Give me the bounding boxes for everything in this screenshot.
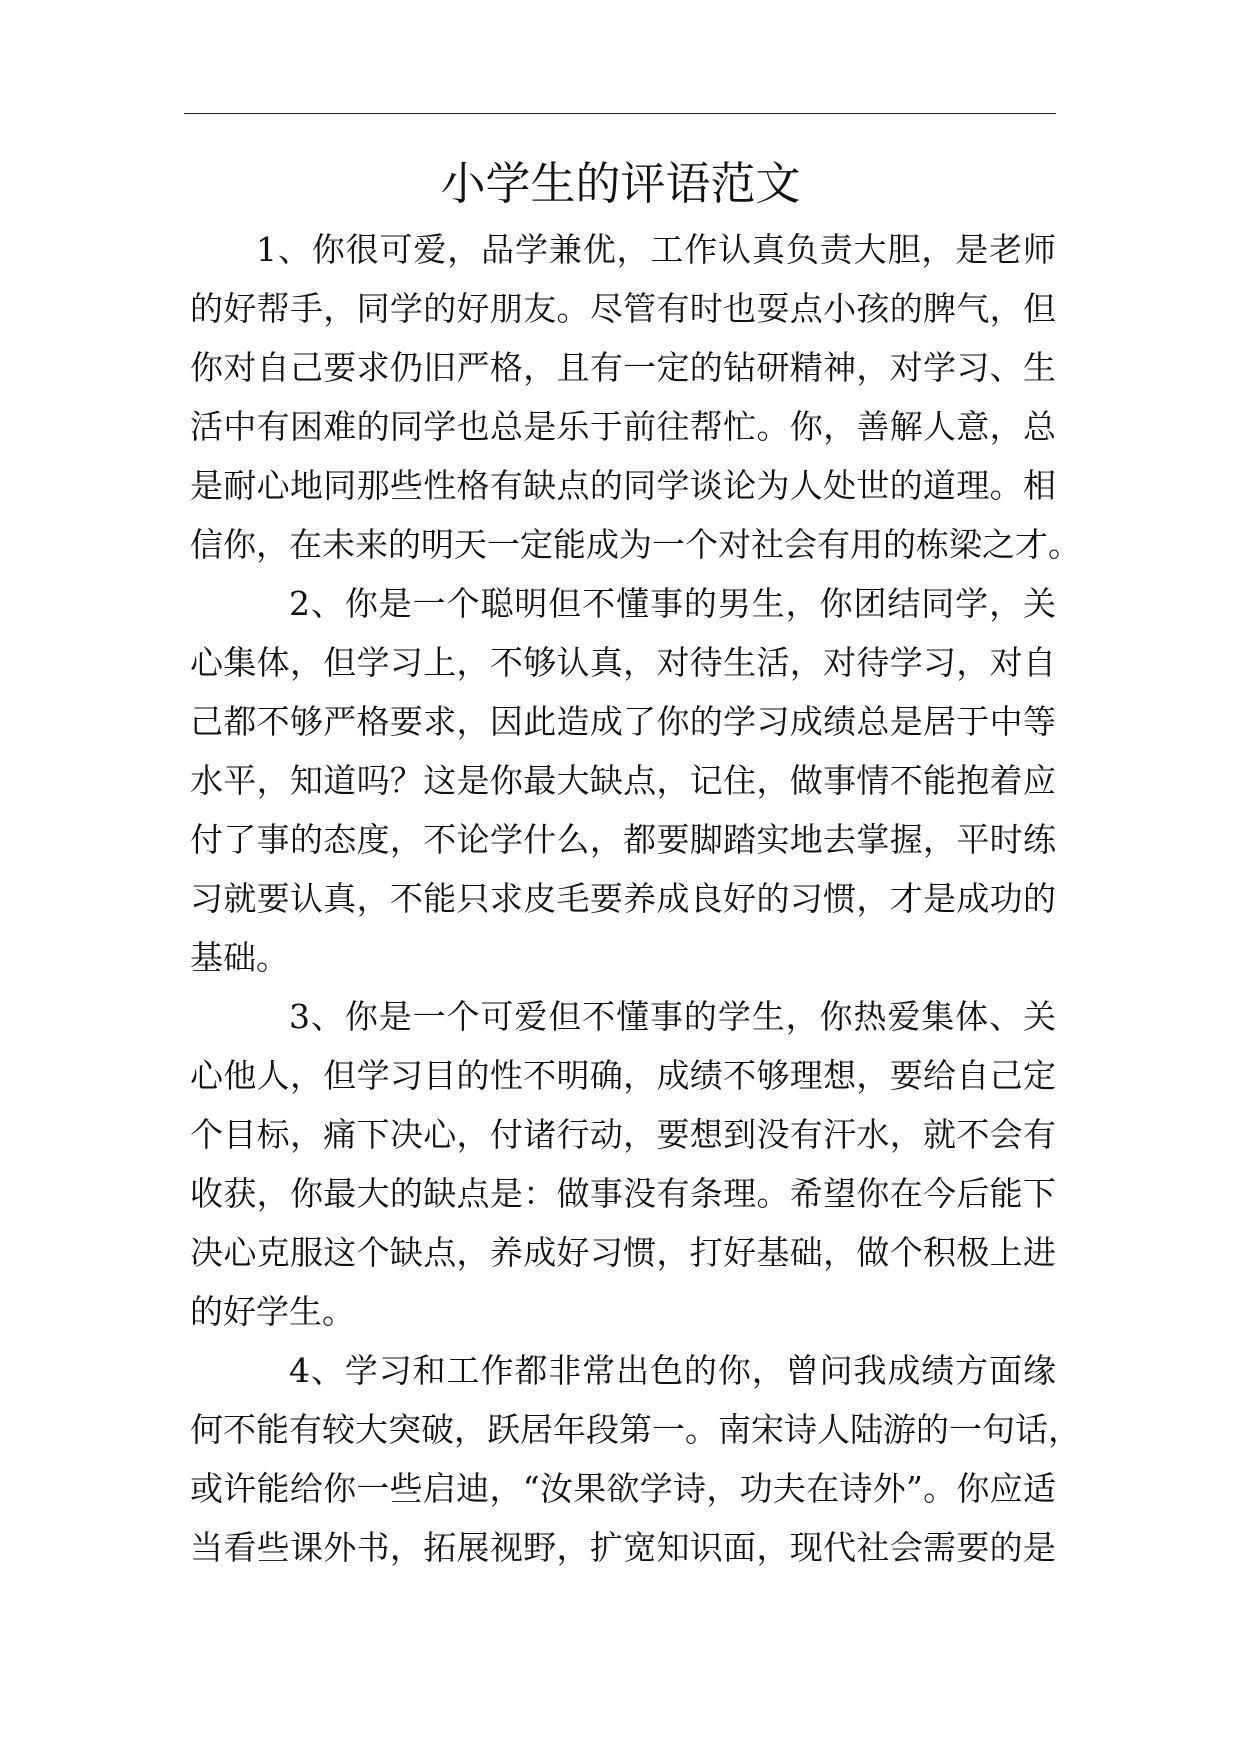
paragraph-line: 习就要认真，不能只求皮毛要养成良好的习惯，才是成功的 (190, 879, 1056, 918)
paragraph-2 (190, 574, 1056, 987)
paragraph-line: 的好帮手，同学的好朋友。尽管有时也耍点小孩的脾气，但 (190, 289, 1056, 328)
paragraph-line: 收获，你最大的缺点是：做事没有条理。希望你在今后能下 (190, 1174, 1056, 1213)
paragraph-line: 何不能有较大突破，跃居年段第一。南宋诗人陆游的一句话， (190, 1410, 1081, 1449)
paragraph-1 (190, 220, 1081, 574)
paragraph-line: 2、你是一个聪明但不懂事的男生，你团结同学，关 (289, 584, 1056, 623)
paragraph-line: 基础。 (190, 938, 289, 977)
paragraph-line: 是耐心地同那些性格有缺点的同学谈论为人处世的道理。相 (190, 466, 1056, 505)
paragraph-line: 你对自己要求仍旧严格，且有一定的钻研精神，对学习、生 (190, 348, 1056, 387)
document-body (190, 220, 1081, 1577)
document-title: 小学生的评语范文 (440, 157, 801, 210)
paragraph-line: 付了事的态度，不论学什么，都要脚踏实地去掌握，平时练 (190, 820, 1056, 859)
paragraph-line: 己都不够严格要求，因此造成了你的学习成绩总是居于中等 (190, 702, 1056, 741)
paragraph-line: 的好学生。 (190, 1292, 355, 1331)
header-rule (184, 113, 1056, 114)
paragraph-line: 4、学习和工作都非常出色的你，曾问我成绩方面缘 (289, 1351, 1056, 1390)
paragraph-line: 当看些课外书，拓展视野，扩宽知识面，现代社会需要的是 (190, 1528, 1056, 1567)
paragraph-line: 心集体，但学习上，不够认真，对待生活，对待学习，对自 (190, 643, 1056, 682)
paragraph-line: 3、你是一个可爱但不懂事的学生，你热爱集体、关 (289, 997, 1056, 1036)
paragraph-line: 1、你很可爱，品学兼优，工作认真负责大胆，是老师 (256, 230, 1056, 269)
paragraph-line: 水平，知道吗？这是你最大缺点，记住，做事情不能抱着应 (190, 761, 1056, 800)
paragraph-4 (190, 1341, 1081, 1577)
paragraph-line: 或许能给你一些启迪，“汝果欲学诗，功夫在诗外”。你应适 (190, 1469, 1056, 1508)
paragraph-3 (190, 987, 1056, 1341)
paragraph-line: 心他人，但学习目的性不明确，成绩不够理想，要给自己定 (190, 1056, 1056, 1095)
paragraph-line: 个目标，痛下决心，付诸行动，要想到没有汗水，就不会有 (190, 1115, 1056, 1154)
paragraph-line: 活中有困难的同学也总是乐于前往帮忙。你，善解人意，总 (190, 407, 1056, 446)
paragraph-line: 信你，在未来的明天一定能成为一个对社会有用的栋梁之才。 (190, 525, 1081, 564)
paragraph-line: 决心克服这个缺点，养成好习惯，打好基础，做个积极上进 (190, 1233, 1056, 1272)
